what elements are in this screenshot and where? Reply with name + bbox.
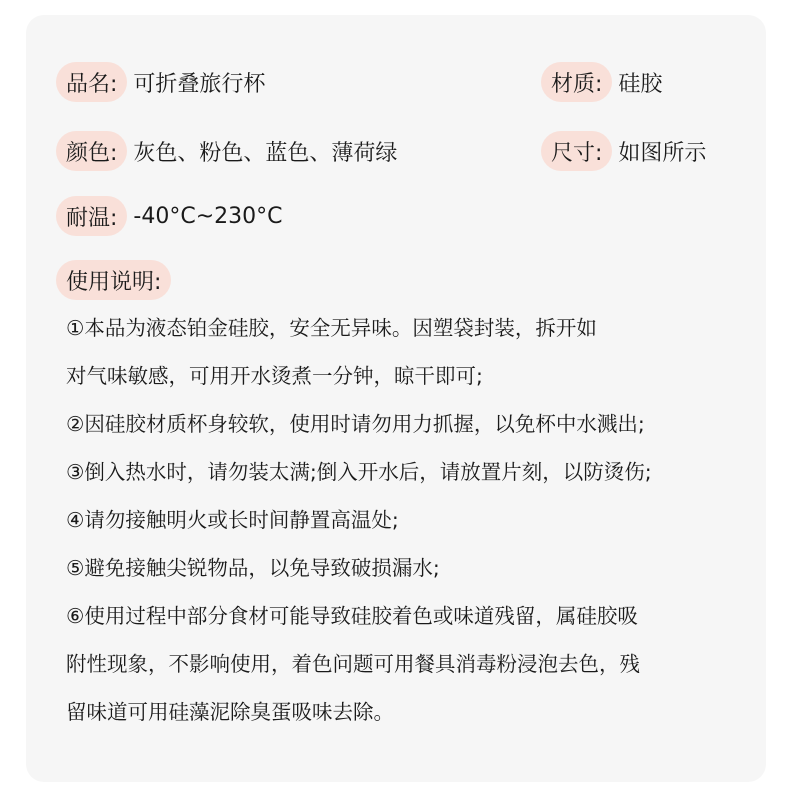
spec-row-name [56,61,265,103]
spec-row-size [541,130,706,172]
usage-line: 留味道可用硅藻泥除臭蛋吸味去除。 [66,700,394,724]
spec-value-color: 灰色、粉色、蓝色、薄荷绿 [133,140,398,166]
spec-row-color [56,130,397,172]
usage-line: ①本品为液态铂金硅胶，安全无异味。因塑袋封装，拆开如 [66,316,597,340]
usage-heading-row [56,259,171,301]
spec-label-name: 品名: [56,62,127,102]
spec-label-size: 尺寸: [541,131,612,171]
spec-value-temperature: -40°C~230°C [133,203,283,229]
usage-line: ③倒入热水时，请勿装太满;倒入开水后，请放置片刻，以防烫伤; [66,460,652,484]
spec-row-material [541,61,662,103]
spec-value-material: 硅胶 [618,71,663,97]
usage-line: ⑤避免接触尖锐物品，以免导致破损漏水; [66,556,440,580]
spec-row-temperature [56,195,283,237]
spec-value-name: 可折叠旅行杯 [133,71,266,97]
spec-label-temperature: 耐温: [56,196,127,236]
spec-value-size: 如图所示 [618,140,707,166]
usage-line: 附性现象，不影响使用，着色问题可用餐具消毒粉浸泡去色，残 [66,652,640,676]
usage-line: ⑥使用过程中部分食材可能导致硅胶着色或味道残留，属硅胶吸 [66,604,638,628]
usage-line: 对气味敏感，可用开水烫煮一分钟，晾干即可; [66,364,483,388]
usage-line: ④请勿接触明火或长时间静置高温处; [66,508,399,532]
spec-label-color: 颜色: [56,131,127,171]
spec-label-material: 材质: [541,62,612,102]
usage-heading: 使用说明: [56,260,171,300]
usage-line: ②因硅胶材质杯身较软，使用时请勿用力抓握，以免杯中水溅出; [66,412,645,436]
